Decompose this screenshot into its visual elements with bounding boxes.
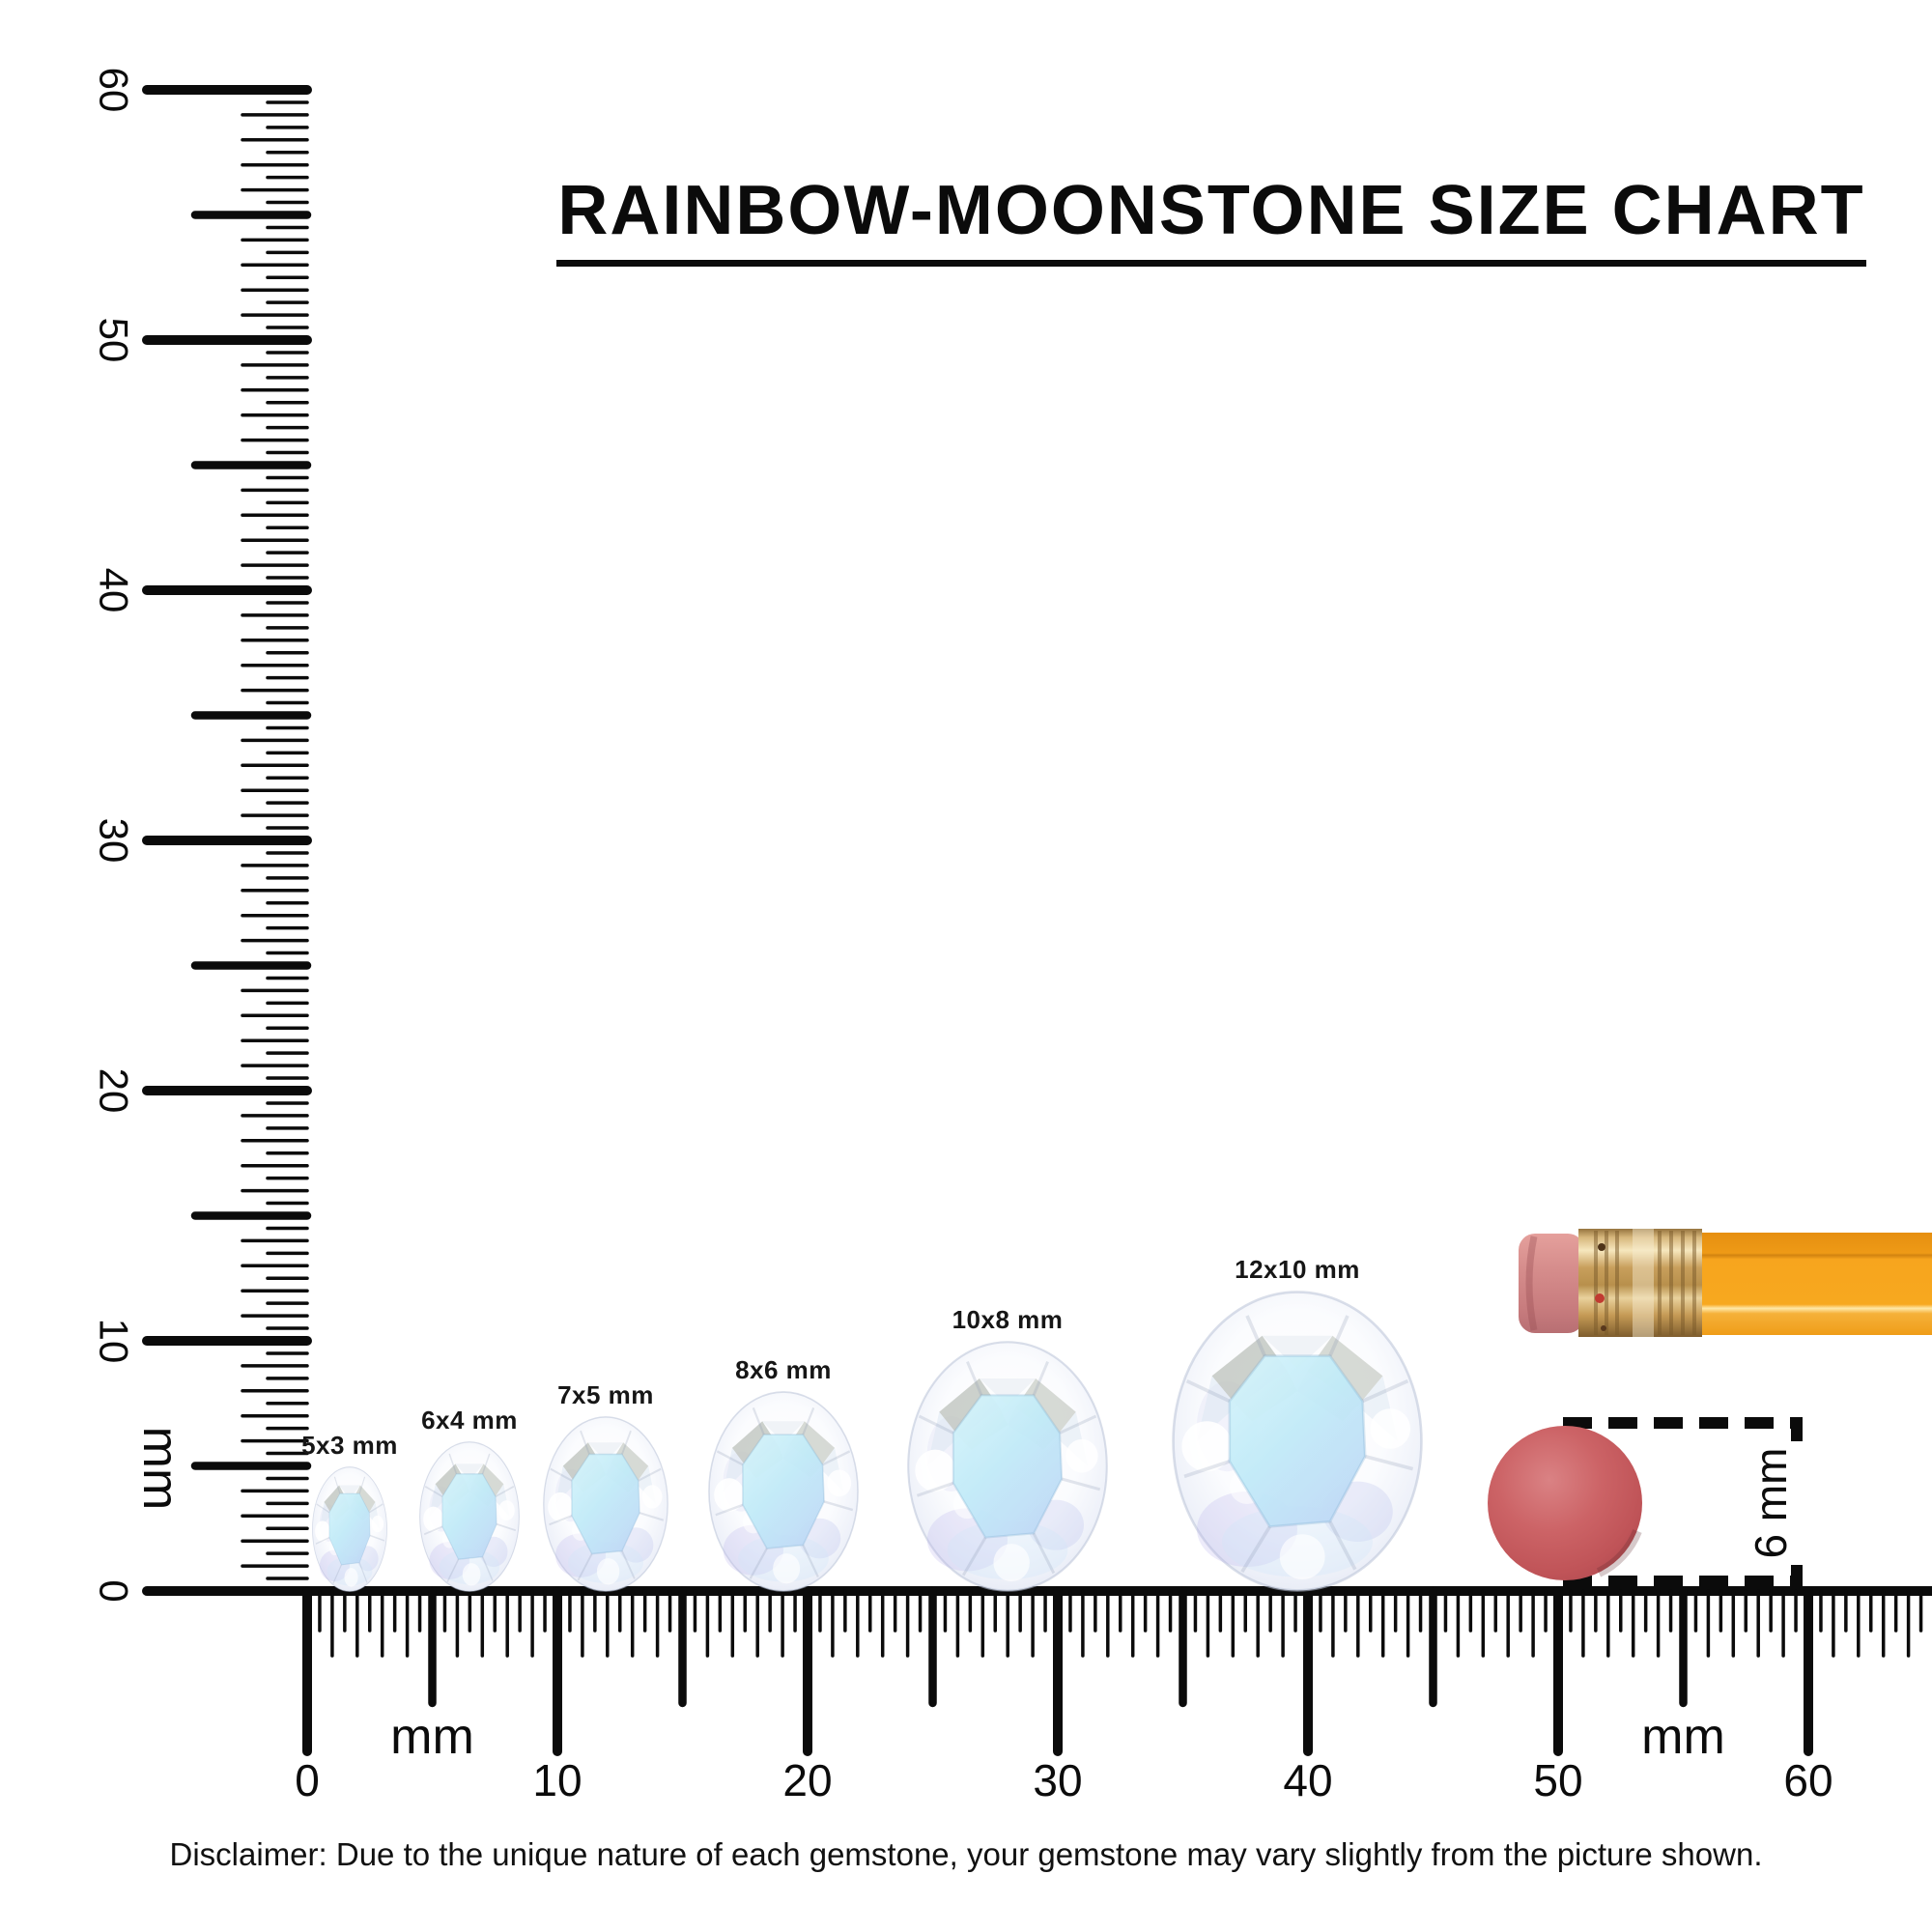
bottom-ruler-number: 20	[782, 1755, 833, 1805]
gemstone-image	[312, 1466, 387, 1592]
left-ruler-number: 20	[91, 1067, 137, 1114]
gem-size-label: 5x3 mm	[301, 1431, 398, 1460]
gemstone-image	[1172, 1291, 1423, 1592]
left-ruler-number: 10	[91, 1318, 137, 1364]
six-mm-label: 6 mm	[1746, 1447, 1796, 1559]
page-title: RAINBOW-MOONSTONE SIZE CHART	[556, 176, 1866, 267]
gemstone-image	[419, 1441, 520, 1592]
bottom-ruler-number: 40	[1283, 1755, 1333, 1805]
left-ruler-number: 0	[91, 1579, 137, 1603]
gem-size-label: 7x5 mm	[557, 1380, 654, 1409]
bottom-ruler-number: 10	[532, 1755, 582, 1805]
gem-size-label: 8x6 mm	[735, 1355, 832, 1384]
gemstone-image	[708, 1391, 859, 1592]
pencil-body	[1698, 1233, 1932, 1335]
gemstone-image	[543, 1416, 668, 1592]
bottom-ruler-number: 0	[295, 1755, 320, 1805]
bottom-ruler-unit: mm	[1641, 1709, 1725, 1765]
bottom-ruler-number: 30	[1033, 1755, 1083, 1805]
bottom-ruler-number: 60	[1783, 1755, 1833, 1805]
left-ruler-number: 50	[91, 317, 137, 363]
left-ruler-number: 30	[91, 817, 137, 864]
gem-size-label: 12x10 mm	[1235, 1255, 1360, 1284]
left-ruler-unit: mm	[132, 1426, 188, 1511]
pencil-graphic	[1519, 1229, 1932, 1337]
left-ruler-number: 60	[91, 67, 137, 113]
gem-size-label: 10x8 mm	[952, 1305, 1064, 1334]
disclaimer-text: Disclaimer: Due to the unique nature of each gemstone, your gemstone may vary slightly from the picture shown.	[169, 1836, 1763, 1872]
gemstone-image	[907, 1341, 1108, 1592]
bottom-ruler-unit: mm	[390, 1709, 474, 1765]
bottom-ruler-number: 50	[1533, 1755, 1583, 1805]
left-ruler-number: 40	[91, 567, 137, 613]
gem-size-label: 6x4 mm	[421, 1406, 518, 1435]
